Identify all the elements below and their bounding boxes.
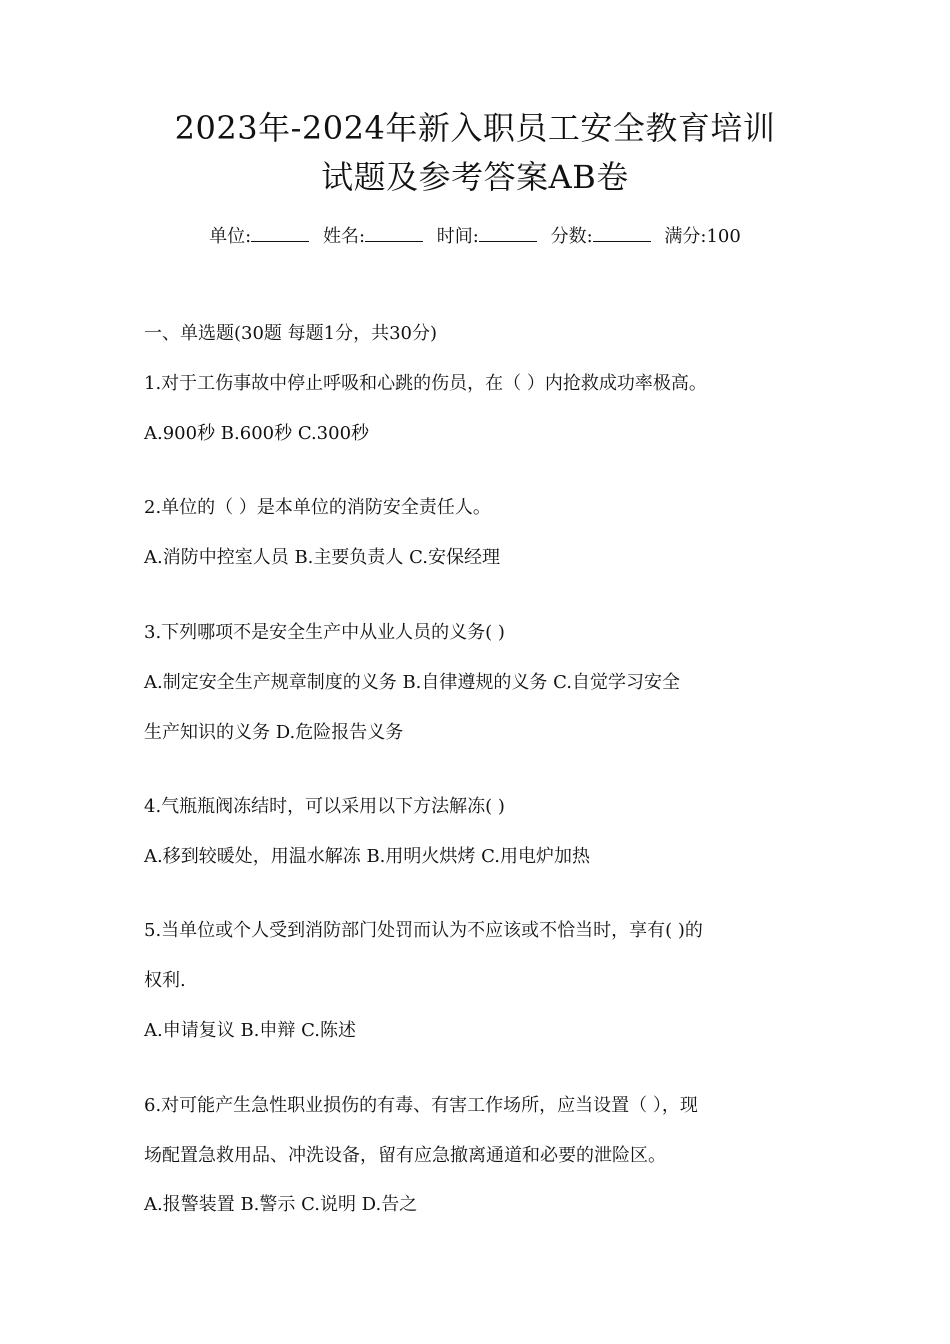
time-field [437,226,541,247]
score-field [551,226,655,247]
question-5-options: A.申请复议 B.申辩 C.陈述 [144,1020,356,1041]
name-field [323,226,427,247]
name-blank [365,225,423,242]
question-1-text: 1.对于工伤事故中停止呼吸和心跳的伤员，在（ ）内抢救成功率极高。 [144,373,707,394]
score-label: 分数: [550,226,593,247]
question-6-text-line1: 6.对可能产生急性职业损伤的有毒、有害工作场所，应当设置（ ），现 [144,1095,698,1116]
question-1-options: A.900秒 B.600秒 C.300秒 [144,423,370,444]
full-score: 满分:100 [664,226,741,247]
question-3-text: 3.下列哪项不是安全生产中从业人员的义务( ) [144,622,505,643]
unit-blank [251,225,309,242]
question-5-text-line1: 5.当单位或个人受到消防部门处罚而认为不应该或不恰当时，享有( )的 [144,920,703,941]
name-label: 姓名: [322,226,366,247]
question-4-options: A.移到较暖处，用温水解冻 B.用明火烘烤 C.用电炉加热 [144,846,590,867]
question-2-text: 2.单位的（ ）是本单位的消防安全责任人。 [144,497,491,518]
exam-info-row [0,225,950,249]
page-title-line1: 2023年-2024年新入职员工安全教育培训 [174,109,776,147]
question-3-options-line2: 生产知识的义务 D.危险报告义务 [144,722,404,743]
section-heading: 一、单选题(30题 每题1分，共30分) [144,323,438,344]
question-3-options-line1: A.制定安全生产规章制度的义务 B.自律遵规的义务 C.自觉学习安全 [144,672,680,693]
question-2-options: A.消防中控室人员 B.主要负责人 C.安保经理 [144,547,500,568]
page-title-line2: 试题及参考答案AB卷 [321,158,629,196]
question-5-text-line2: 权利. [144,970,186,991]
question-6-text-line2: 场配置急救用品、冲洗设备，留有应急撤离通道和必要的泄险区。 [144,1145,666,1166]
unit-field [209,226,313,247]
question-4-text: 4.气瓶瓶阀冻结时，可以采用以下方法解冻( ) [144,796,505,817]
unit-label: 单位: [209,226,252,247]
time-blank [479,225,537,242]
question-6-options: A.报警装置 B.警示 C.说明 D.告之 [144,1194,418,1215]
score-blank [593,225,651,242]
time-label: 时间: [436,226,479,247]
